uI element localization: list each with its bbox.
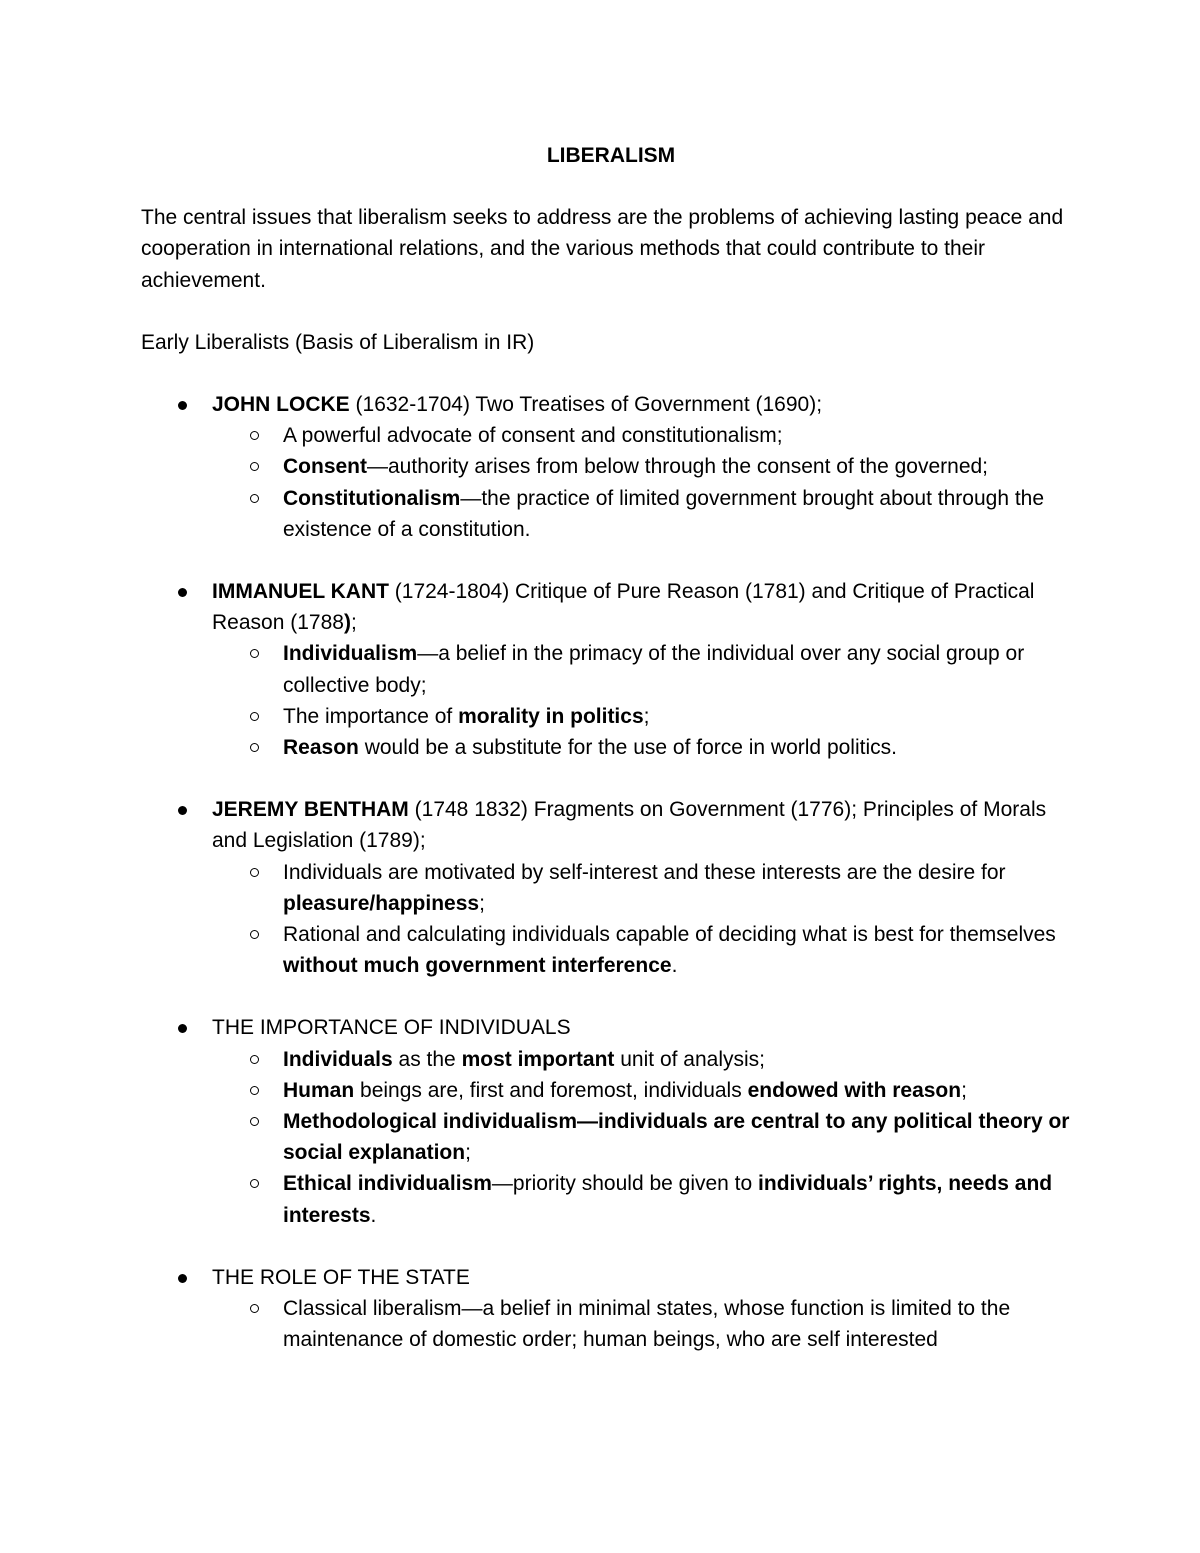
text: The importance of <box>283 704 459 728</box>
section-list <box>141 1012 1071 1230</box>
text: Rational and calculating individuals capable of deciding what is best for themselves <box>283 923 1056 947</box>
sub-list-item <box>283 638 1071 700</box>
circle-bullet-icon <box>250 494 259 503</box>
circle-bullet-icon <box>250 1055 259 1064</box>
section-item <box>141 794 1071 981</box>
sub-list <box>212 638 1071 763</box>
section-item <box>141 576 1071 763</box>
bold-text: Reason <box>283 736 359 760</box>
bold-text: morality in politics <box>458 704 644 728</box>
text: —priority should be given to <box>491 1172 759 1196</box>
bullet-icon <box>178 806 187 815</box>
circle-bullet-icon <box>250 462 259 471</box>
sub-list-item <box>283 1044 1071 1075</box>
sub-list-item <box>283 1168 1071 1230</box>
section-list <box>141 794 1071 981</box>
section-heading-text: THE IMPORTANCE OF INDIVIDUALS <box>212 1016 571 1040</box>
section-heading-name: JOHN LOCKE <box>212 393 350 417</box>
section-heading-text: (1724-1804) Critique of Pure Reason (1781) and Critique of Practical Reason (1788 <box>212 580 1035 635</box>
bold-text: Consent <box>283 455 367 479</box>
section-heading-tail: ; <box>350 611 357 635</box>
circle-bullet-icon <box>250 930 259 939</box>
bullet-icon <box>178 588 187 597</box>
sub-list-item <box>283 451 1071 482</box>
section-heading <box>212 580 1034 634</box>
circle-bullet-icon <box>250 1117 259 1126</box>
text: —authority arises from below through the consent of the governed; <box>367 455 989 479</box>
sub-list-item <box>283 483 1071 545</box>
circle-bullet-icon <box>250 431 259 440</box>
sub-list-item <box>283 919 1071 981</box>
bold-text: Individualism <box>283 642 418 666</box>
circle-bullet-icon <box>250 868 259 877</box>
sub-list <box>212 1293 1071 1355</box>
sub-list <box>212 857 1071 982</box>
bold-text: Individuals <box>283 1047 393 1071</box>
text: —a belief in the primacy of the individual over any social group or collective body; <box>283 642 1025 697</box>
section-heading-name: JEREMY BENTHAM <box>212 798 409 822</box>
section-heading <box>212 1266 470 1289</box>
section-list <box>141 576 1071 763</box>
section-item <box>141 1012 1071 1230</box>
sub-list <box>212 420 1071 545</box>
section-heading-text: (1632-1704) Two Treatises of Government (1690); <box>349 393 823 417</box>
bold-text: pleasure/happiness <box>283 891 480 915</box>
section-list <box>141 389 1071 545</box>
bullet-icon <box>178 1274 187 1283</box>
section-heading-text: THE ROLE OF THE STATE <box>212 1265 470 1289</box>
sections-container <box>141 389 1071 1355</box>
text: as the <box>392 1047 462 1071</box>
text: beings are, first and foremost, individuals <box>354 1078 748 1102</box>
circle-bullet-icon <box>250 743 259 752</box>
bold-text: endowed with reason <box>747 1078 962 1102</box>
bullet-icon <box>178 401 187 410</box>
sub-list-item <box>283 732 1071 763</box>
text: A powerful advocate of consent and constitutionalism; <box>283 424 783 448</box>
circle-bullet-icon <box>250 1086 259 1095</box>
sub-list-item <box>283 1293 1071 1355</box>
section-list <box>141 1262 1071 1356</box>
text: ; <box>479 891 485 915</box>
sub-list-item <box>283 1075 1071 1106</box>
text: . <box>671 954 678 978</box>
sub-list-item <box>283 857 1071 919</box>
section-heading <box>212 393 822 416</box>
bold-text: Ethical individualism <box>283 1172 492 1196</box>
sub-list <box>212 1044 1071 1231</box>
section-heading-bold-paren: ) <box>343 611 351 635</box>
bold-text: Methodological individualism—individuals are central to any political theory or social explanation <box>283 1110 1070 1165</box>
section-item <box>141 389 1071 545</box>
text: ; <box>643 704 650 728</box>
sub-list-item <box>283 701 1071 732</box>
text: —the practice of limited government brought about through the existence of a constitution. <box>283 486 1045 541</box>
bullet-icon <box>178 1024 187 1033</box>
section-item <box>141 1262 1071 1356</box>
text: unit of analysis; <box>614 1047 766 1071</box>
text: ; <box>961 1078 967 1102</box>
early-liberalists-heading: Early Liberalists (Basis of Liberalism in IR) <box>141 330 535 354</box>
bold-text: individuals’ rights, needs and interests <box>283 1172 1053 1227</box>
circle-bullet-icon <box>250 1179 259 1188</box>
section-heading <box>212 1016 571 1039</box>
bold-text: Constitutionalism <box>283 486 461 510</box>
intro-paragraph: The central issues that liberalism seeks to address are the problems of achieving lasting peace and cooperation in international relations, and the various methods that could contribute to their achievement. <box>141 206 1064 292</box>
section-heading-name: IMMANUEL KANT <box>212 580 389 604</box>
text: Individuals are motivated by self-interest and these interests are the desire for <box>283 860 1006 884</box>
section-heading-text: (1748 1832) Fragments on Government (1776); Principles of Morals and Legislation (1789); <box>212 798 1047 853</box>
text: Classical liberalism—a belief in minimal states, whose function is limited to the maintenance of domestic order; human beings, who are self interested <box>283 1297 1011 1352</box>
sub-list-item <box>283 1106 1071 1168</box>
bold-text: most important <box>461 1047 615 1071</box>
section-heading <box>212 798 1046 852</box>
sub-list-item <box>283 420 1071 451</box>
bold-text: without much government interference <box>283 954 672 978</box>
text: ; <box>465 1141 471 1165</box>
bold-text: Human <box>283 1078 355 1102</box>
document-title: LIBERALISM <box>546 144 676 167</box>
text: . <box>370 1203 377 1227</box>
circle-bullet-icon <box>250 649 259 658</box>
circle-bullet-icon <box>250 1304 259 1313</box>
text: would be a substitute for the use of force in world politics. <box>358 736 897 760</box>
circle-bullet-icon <box>250 712 259 721</box>
document-page <box>141 140 1071 1387</box>
